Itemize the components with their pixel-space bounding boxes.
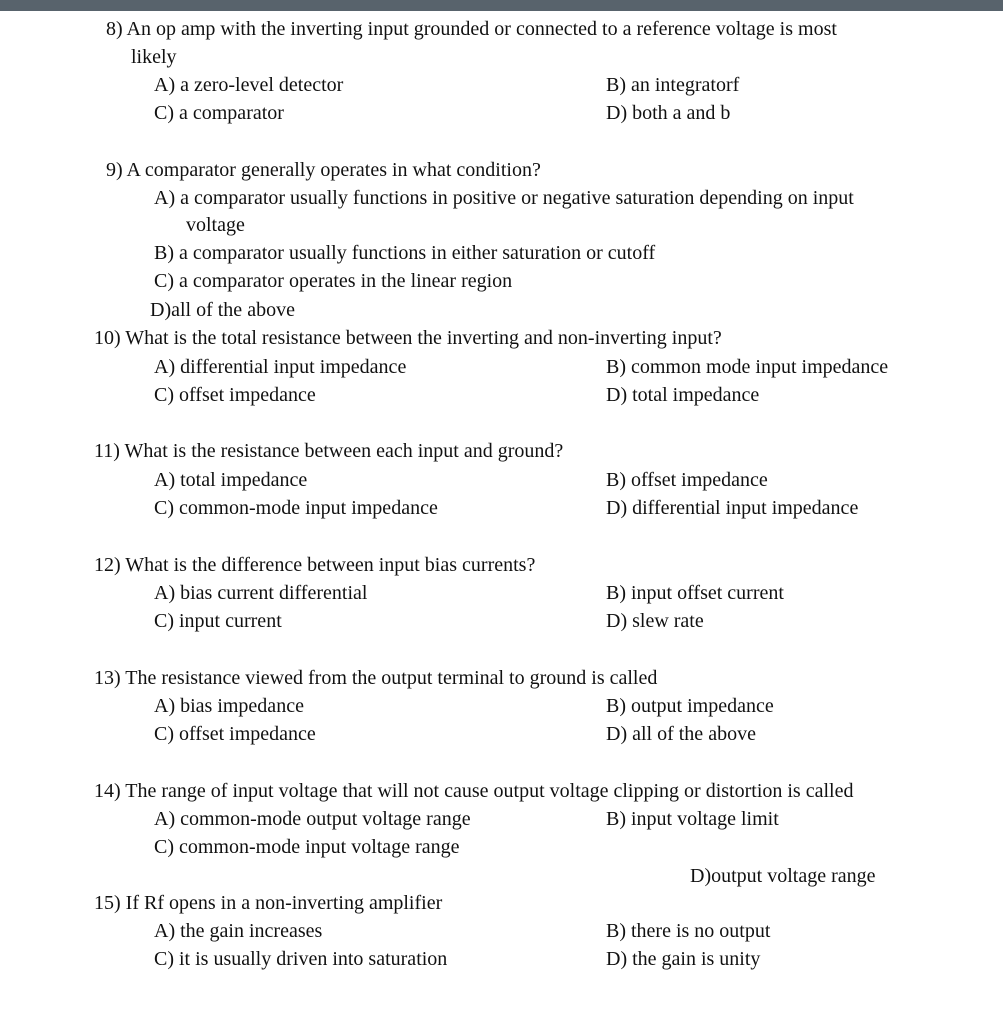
option-a: A) the gain increases [154, 920, 323, 942]
option-d: D) total impedance [606, 384, 760, 406]
question-15-prompt: 15) If Rf opens in a non-inverting amplifier [94, 892, 443, 914]
option-c: C) a comparator [154, 102, 284, 124]
option-d: D)all of the above [150, 299, 295, 321]
option-a: A) total impedance [154, 469, 308, 491]
option-d: D) slew rate [606, 610, 704, 632]
question-8-prompt: 8) An op amp with the inverting input grounded or connected to a reference voltage is most [106, 18, 837, 40]
question-13-prompt: 13) The resistance viewed from the output terminal to ground is called [94, 667, 658, 689]
question-12-prompt: 12) What is the difference between input bias currents? [94, 554, 536, 576]
option-c: C) common-mode input impedance [154, 497, 438, 519]
option-d: D) differential input impedance [606, 497, 859, 519]
option-a: A) differential input impedance [154, 356, 407, 378]
option-a: A) common-mode output voltage range [154, 808, 471, 830]
option-b: B) an integratorf [606, 74, 740, 96]
option-a: A) bias current differential [154, 582, 368, 604]
option-d: D) both a and b [606, 102, 731, 124]
question-11-prompt: 11) What is the resistance between each input and ground? [94, 440, 564, 462]
option-d: D) all of the above [606, 723, 756, 745]
option-b: B) there is no output [606, 920, 771, 942]
option-b: B) output impedance [606, 695, 774, 717]
option-a: A) a zero-level detector [154, 74, 344, 96]
question-8-prompt-cont: likely [131, 46, 177, 68]
question-14-prompt: 14) The range of input voltage that will not cause output voltage clipping or distortion is called [94, 780, 854, 802]
option-a: A) a comparator usually functions in positive or negative saturation depending on input [154, 187, 854, 209]
option-a-cont: voltage [186, 214, 245, 236]
option-b: B) input offset current [606, 582, 784, 604]
option-c: C) offset impedance [154, 723, 316, 745]
question-9-prompt: 9) A comparator generally operates in what condition? [106, 159, 541, 181]
window-top-bar [0, 0, 1003, 11]
option-c: C) input current [154, 610, 282, 632]
option-c: C) common-mode input voltage range [154, 836, 460, 858]
option-a: A) bias impedance [154, 695, 304, 717]
option-c: C) a comparator operates in the linear region [154, 270, 513, 292]
option-b: B) common mode input impedance [606, 356, 889, 378]
question-10-prompt: 10) What is the total resistance between the inverting and non-inverting input? [94, 327, 722, 349]
option-b: B) a comparator usually functions in either saturation or cutoff [154, 242, 656, 264]
option-b: B) input voltage limit [606, 808, 779, 830]
option-c: C) it is usually driven into saturation [154, 948, 448, 970]
option-c: C) offset impedance [154, 384, 316, 406]
option-d: D)output voltage range [690, 865, 876, 887]
option-b: B) offset impedance [606, 469, 768, 491]
option-d: D) the gain is unity [606, 948, 761, 970]
